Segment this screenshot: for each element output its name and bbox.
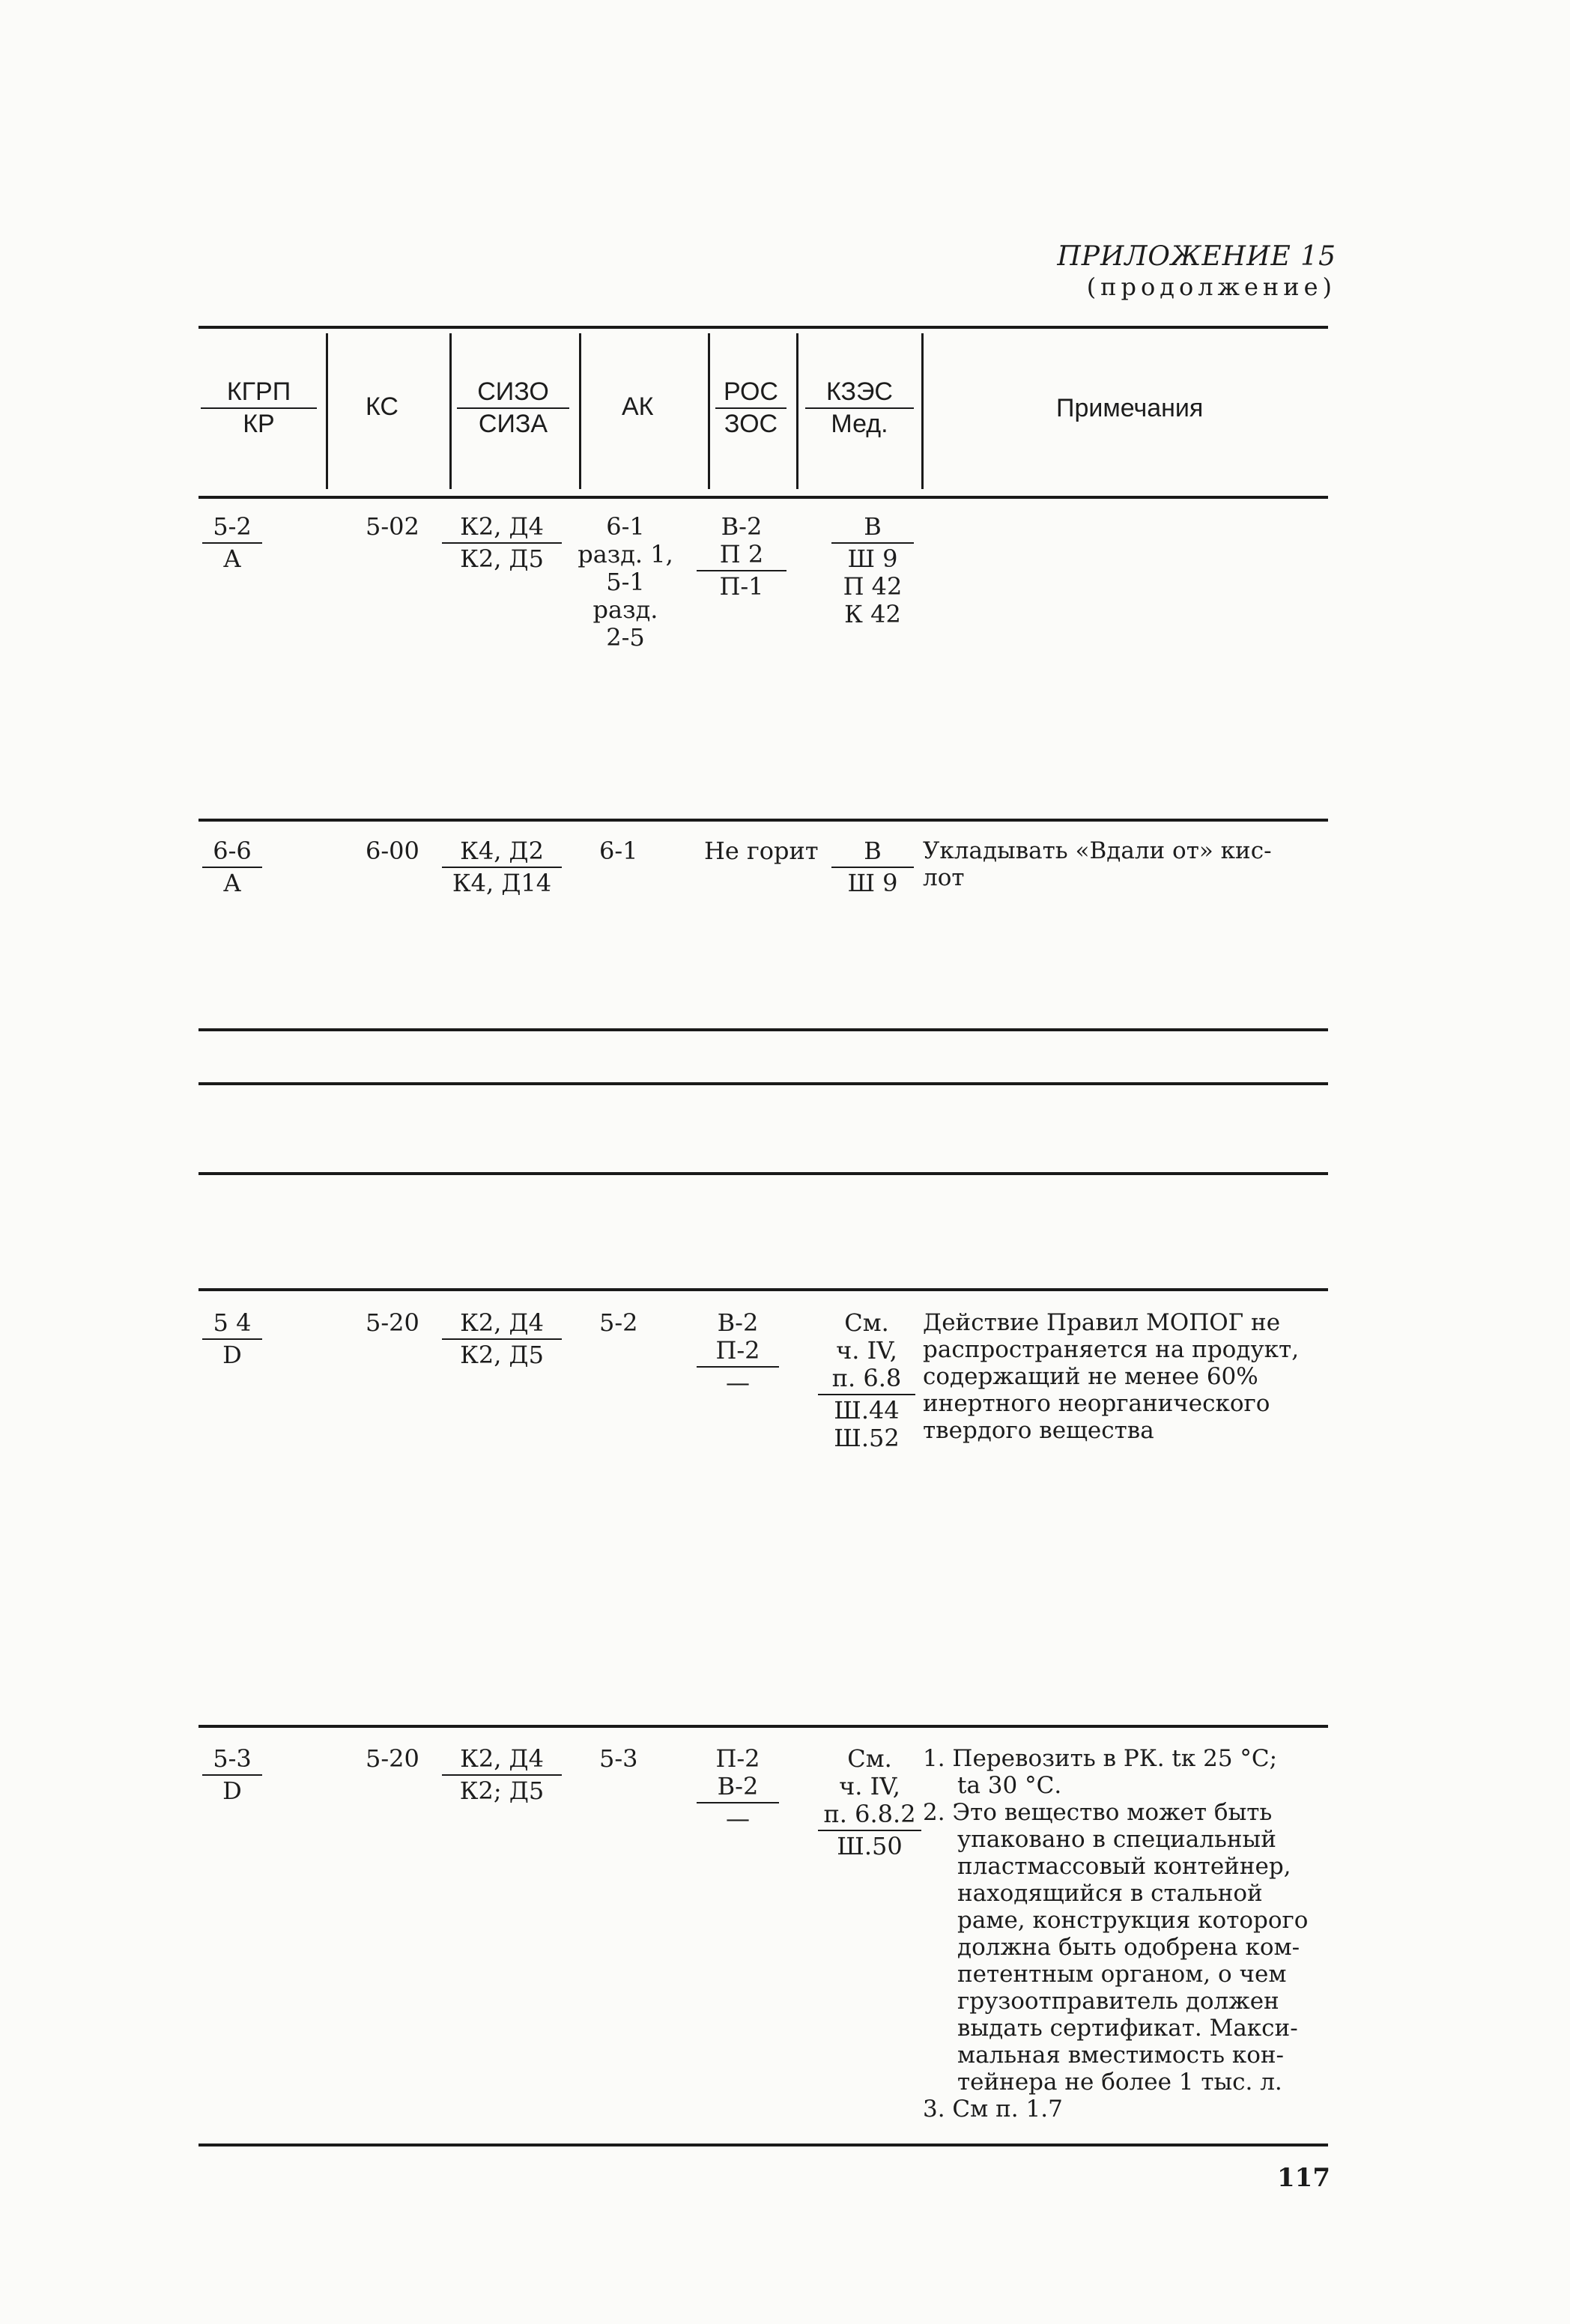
- header-kzes: КЗЭС: [805, 378, 914, 409]
- header-krgp-kr: [201, 378, 317, 438]
- row4-kzes-med: См. ч. IV, п. 6.8.2 Ш.50: [818, 1745, 921, 1860]
- row2-sizo-siza: К4, Д2 К4, Д14: [442, 837, 562, 897]
- row4-ros-zos: П-2 В-2 —: [697, 1745, 779, 1833]
- header-divider: [921, 333, 924, 489]
- header-zos: ЗОС: [724, 410, 778, 438]
- row-separator: [198, 1028, 1328, 1031]
- row2-ak: 6-1: [599, 837, 638, 865]
- row-separator: [198, 1288, 1328, 1291]
- header-siza: СИЗА: [478, 410, 548, 438]
- header-ak: АК: [622, 392, 654, 421]
- appendix-title: ПРИЛОЖЕНИЕ 15: [1057, 241, 1336, 272]
- row1-ks: 5-02: [366, 512, 419, 541]
- row3-ros-zos: В-2 П-2 —: [697, 1309, 779, 1397]
- page-number: 117: [1277, 2163, 1330, 2193]
- row4-ak: 5-3: [599, 1744, 638, 1773]
- row-separator: [198, 1725, 1328, 1728]
- header-ks: КС: [366, 392, 398, 421]
- row2-notes: Укладывать «Вдали от» кис- лот: [923, 837, 1272, 891]
- row3-notes: Действие Правил МОПОГ не распространяется на продукт, содержащий не менее 60% инертного неорганического твердого вещества: [923, 1309, 1300, 1444]
- row-separator: [198, 819, 1328, 822]
- row3-ak: 5-2: [599, 1308, 638, 1337]
- header-divider: [579, 333, 581, 489]
- row-separator: [198, 1082, 1328, 1085]
- row2-kzes-med: В Ш 9: [831, 837, 914, 897]
- header-sizo: СИЗО: [457, 378, 569, 409]
- header-sizo-siza: [457, 378, 569, 438]
- header-krgp: КГРП: [201, 378, 317, 409]
- row3-ks: 5-20: [366, 1308, 419, 1337]
- table-bottom-rule: [198, 2144, 1328, 2146]
- row4-notes: 1. Перевозить в РК. tк 25 °С; tа 30 °С. 2. Это вещество может быть упаковано в специальный пластмассовый контейнер, находящийся в стальной раме, конструкция которого должна быть одобрена ком- петентным органом, о чем грузоотправитель должен выдать сертификат. Макси- мальная вместимость кон- тейнера не более 1 тыс. л. 3. См п. 1.7: [923, 1745, 1309, 2123]
- header-notes: Примечания: [1056, 394, 1204, 422]
- row1-krgp-kr: 5-2 А: [202, 513, 262, 573]
- row-separator: [198, 1172, 1328, 1175]
- row3-sizo-siza: К2, Д4 К2, Д5: [442, 1309, 562, 1369]
- table-header-bottom-rule: [198, 496, 1328, 499]
- row2-krgp-kr: 6-6 А: [202, 837, 262, 897]
- header-ros: РОС: [715, 378, 786, 409]
- row2-ros: Не горит: [704, 837, 819, 865]
- row3-kzes-med: См. ч. IV, п. 6.8 Ш.44 Ш.52: [818, 1309, 915, 1452]
- header-med: Мед.: [831, 410, 888, 438]
- row3-krgp-kr: $\frac{5 4}{D}$: [202, 1309, 262, 1369]
- table-top-rule: [198, 326, 1328, 329]
- row1-kzes-med: В Ш 9 П 42 К 42: [831, 513, 914, 628]
- row4-sizo-siza: К2, Д4 К2; Д5: [442, 1745, 562, 1805]
- appendix-continuation: (продолжение): [1086, 273, 1336, 301]
- header-divider: [449, 333, 452, 489]
- row4-krgp-kr: $\frac{5-3}{D}$: [202, 1745, 262, 1805]
- row2-ks: 6-00: [366, 837, 419, 865]
- header-divider: [796, 333, 798, 489]
- header-divider: [708, 333, 710, 489]
- header-kzes-med: [805, 378, 914, 438]
- row1-ros-zos: В-2 П 2 П-1: [697, 513, 786, 601]
- header-divider: [326, 333, 328, 489]
- row1-sizo-siza: К2, Д4 К2, Д5: [442, 513, 562, 573]
- header-kr: КР: [243, 410, 275, 438]
- row4-ks: 5-20: [366, 1744, 419, 1773]
- row1-ak: 6-1 разд. 1, 5-1 разд. 2-5: [578, 512, 673, 652]
- header-ros-zos: [715, 378, 786, 438]
